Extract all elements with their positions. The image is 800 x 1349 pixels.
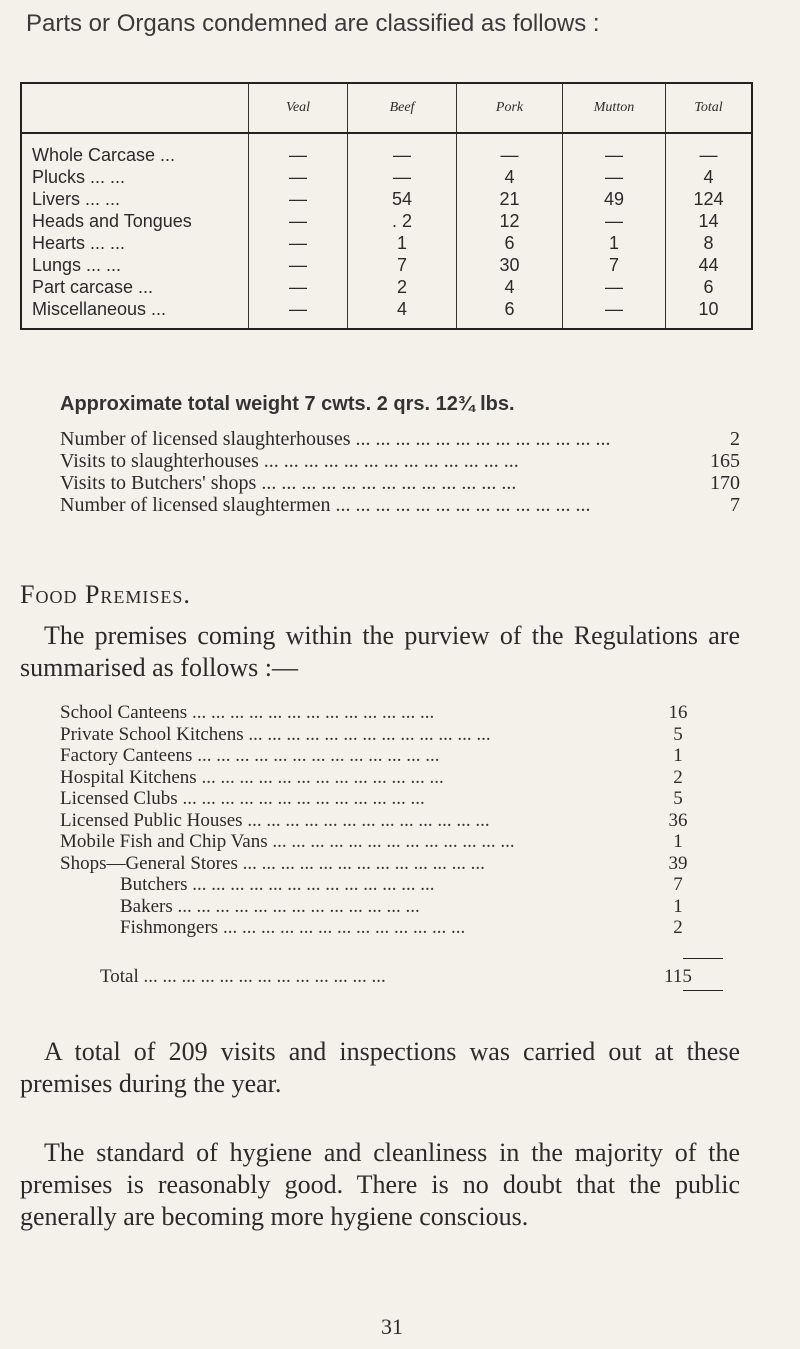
premises-list xyxy=(60,702,700,939)
header-cell xyxy=(21,83,249,133)
list-item xyxy=(60,702,700,724)
item-label: Mobile Fish and Chip Vans ... . xyxy=(60,831,656,853)
item-label: Private School Kitchens ... . xyxy=(60,724,656,746)
table-cell: — xyxy=(249,133,348,166)
item-label: Butchers ... . xyxy=(60,874,656,896)
item-label: Hospital Kitchens ... . xyxy=(60,767,656,789)
table-cell: — xyxy=(249,188,348,210)
item-label: Number of licensed slaughtermen ... . xyxy=(60,494,690,516)
table-cell: 1 xyxy=(563,232,666,254)
item-value: 1 xyxy=(673,745,683,766)
table-row xyxy=(21,276,752,298)
table-row xyxy=(21,232,752,254)
table-cell: — xyxy=(666,133,753,166)
table-cell: — xyxy=(249,210,348,232)
table-row xyxy=(21,210,752,232)
list-item xyxy=(60,831,700,853)
table-cell: 12 xyxy=(457,210,563,232)
paragraph: A total of 209 visits and inspections was carried out at these premises during the year. xyxy=(20,1037,740,1098)
table-cell: — xyxy=(563,133,666,166)
table-cell: 54 xyxy=(348,188,457,210)
list-item xyxy=(60,896,700,918)
row-label: Heads and Tongues xyxy=(21,210,249,232)
item-value: 170 xyxy=(710,472,740,494)
row-label: Part carcase ... xyxy=(21,276,249,298)
list-item xyxy=(60,724,700,746)
table-cell: — xyxy=(563,166,666,188)
item-label: Bakers ... . xyxy=(60,896,656,918)
rule-line xyxy=(683,958,723,959)
table-cell: — xyxy=(249,232,348,254)
item-label: Factory Canteens ... . xyxy=(60,745,656,767)
table-cell: — xyxy=(249,298,348,329)
item-value: 7 xyxy=(673,874,683,895)
table-cell: . 2 xyxy=(348,210,457,232)
table-cell: 30 xyxy=(457,254,563,276)
table-cell: 44 xyxy=(666,254,753,276)
list-item xyxy=(60,767,700,789)
condemned-parts-table xyxy=(20,82,753,330)
table-cell: 4 xyxy=(457,276,563,298)
list-item xyxy=(60,450,740,472)
total-label: Total ... . xyxy=(100,966,656,988)
table-cell: 49 xyxy=(563,188,666,210)
item-label: Number of licensed slaughterhouses ... . xyxy=(60,428,690,450)
item-value: 39 xyxy=(668,852,688,874)
table-cell: 4 xyxy=(666,166,753,188)
row-label: Lungs ... ... xyxy=(21,254,249,276)
slaughter-stats xyxy=(60,428,740,516)
table-cell: 4 xyxy=(348,298,457,329)
table-cell: 7 xyxy=(348,254,457,276)
item-value: 165 xyxy=(710,450,740,472)
table-cell: 10 xyxy=(666,298,753,329)
list-item xyxy=(60,494,740,516)
paragraph: The standard of hygiene and cleanliness in the majority of the premises is reasonably good. There is no doubt that the public generally are becoming more hygiene conscious. xyxy=(20,1138,740,1231)
table-cell: 1 xyxy=(348,232,457,254)
table-cell: — xyxy=(563,276,666,298)
table-row xyxy=(21,166,752,188)
item-value: 1 xyxy=(673,831,683,852)
table-cell: 4 xyxy=(457,166,563,188)
table-cell: 6 xyxy=(666,276,753,298)
header-cell: Veal xyxy=(249,83,348,133)
table-cell: 6 xyxy=(457,232,563,254)
table-cell: 21 xyxy=(457,188,563,210)
table-row xyxy=(21,254,752,276)
item-label: Shops—General Stores ... . xyxy=(60,853,656,875)
item-label: Fishmongers ... . xyxy=(60,917,656,939)
section-heading: Food Premises. xyxy=(20,580,191,609)
item-label: School Canteens ... . xyxy=(60,702,656,724)
item-label: Visits to slaughterhouses ... . xyxy=(60,450,690,472)
paragraph: The premises coming within the purview of the Regulations are summarised as follows :— xyxy=(20,621,740,682)
intro-text: Parts or Organs condemned are classified as follows : xyxy=(26,10,600,37)
table-row xyxy=(21,298,752,329)
item-value: 7 xyxy=(730,494,740,516)
table-header-row xyxy=(21,83,752,133)
list-item xyxy=(60,810,700,832)
row-label: Hearts ... ... xyxy=(21,232,249,254)
list-item xyxy=(60,788,700,810)
list-item xyxy=(60,472,740,494)
list-item xyxy=(60,917,700,939)
total-value: 115 xyxy=(664,966,692,987)
row-label: Plucks ... ... xyxy=(21,166,249,188)
table-cell: — xyxy=(563,298,666,329)
table-cell: — xyxy=(348,133,457,166)
item-label: Licensed Public Houses ... . xyxy=(60,810,656,832)
list-item xyxy=(60,874,700,896)
table-row xyxy=(21,133,752,166)
item-value: 1 xyxy=(673,895,683,917)
list-item xyxy=(60,428,740,450)
row-label: Whole Carcase ... xyxy=(21,133,249,166)
row-label: Miscellaneous ... xyxy=(21,298,249,329)
table-cell: — xyxy=(348,166,457,188)
item-value: 2 xyxy=(673,766,683,788)
table-cell: 8 xyxy=(666,232,753,254)
total-weight: Approximate total weight 7 cwts. 2 qrs. 12¾ lbs. xyxy=(60,393,515,415)
table-cell: 14 xyxy=(666,210,753,232)
header-cell: Beef xyxy=(348,83,457,133)
table-cell: — xyxy=(249,276,348,298)
header-cell: Pork xyxy=(457,83,563,133)
table-cell: — xyxy=(249,166,348,188)
rule-line xyxy=(683,990,723,991)
table-cell: 124 xyxy=(666,188,753,210)
table-row xyxy=(21,188,752,210)
item-label: Visits to Butchers' shops ... . xyxy=(60,472,690,494)
header-cell: Total xyxy=(666,83,753,133)
table-cell: 2 xyxy=(348,276,457,298)
table-cell: 7 xyxy=(563,254,666,276)
item-label: Licensed Clubs ... . xyxy=(60,788,656,810)
table-cell: — xyxy=(457,133,563,166)
item-value: 2 xyxy=(673,917,683,938)
item-value: 2 xyxy=(730,428,740,450)
table-cell: — xyxy=(249,254,348,276)
list-item xyxy=(60,745,700,767)
item-value: 36 xyxy=(668,809,688,831)
row-label: Livers ... ... xyxy=(21,188,249,210)
table-cell: 6 xyxy=(457,298,563,329)
table-cell: — xyxy=(563,210,666,232)
page-number: 31 xyxy=(381,1314,403,1339)
item-value: 5 xyxy=(673,723,683,745)
list-item xyxy=(60,853,700,875)
item-value: 16 xyxy=(668,702,688,723)
total-row xyxy=(100,966,700,988)
header-cell: Mutton xyxy=(563,83,666,133)
item-value: 5 xyxy=(673,788,683,809)
